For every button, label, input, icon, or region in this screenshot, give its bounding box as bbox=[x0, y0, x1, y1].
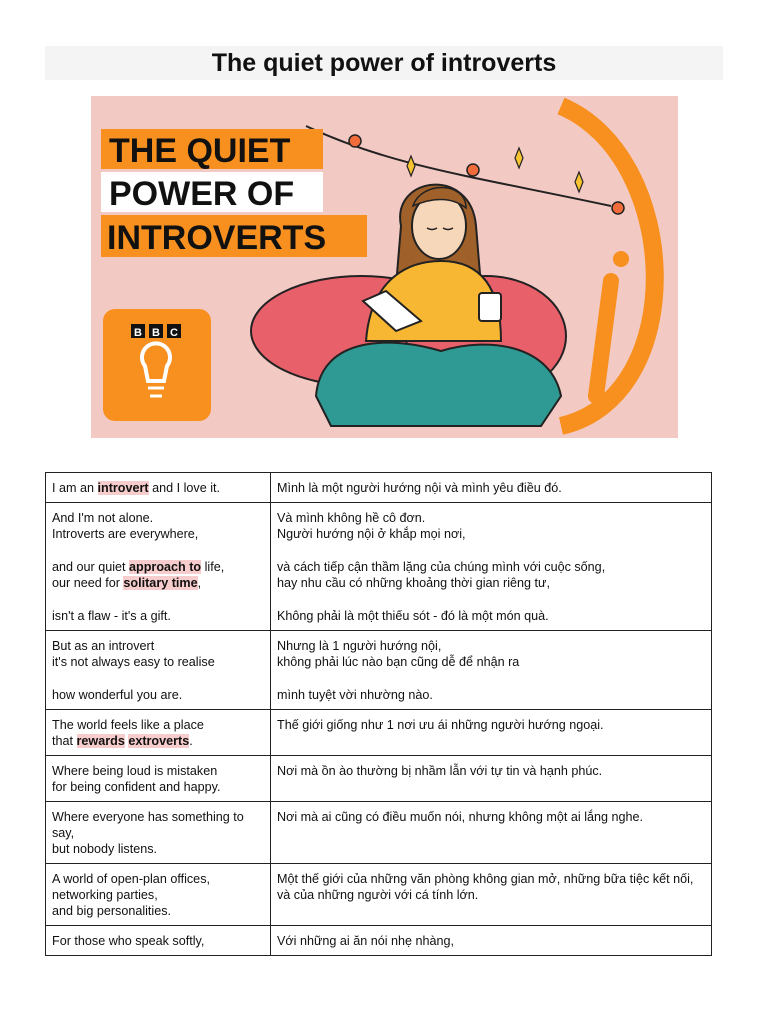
english-line: that rewards extroverts. bbox=[52, 734, 193, 748]
vocab-highlight: rewards bbox=[76, 734, 125, 748]
vietnamese-cell bbox=[271, 503, 712, 631]
headline-line-1: THE QUIET bbox=[109, 132, 291, 170]
vietnamese-line: Mình là một người hướng nội và mình yêu điều đó. bbox=[277, 481, 562, 495]
vietnamese-line: Nhưng là 1 người hướng nội, bbox=[277, 639, 442, 653]
english-line: how wonderful you are. bbox=[52, 688, 183, 702]
vocab-highlight: approach to bbox=[129, 560, 202, 574]
english-line: networking parties, bbox=[52, 888, 158, 902]
english-line: and big personalities. bbox=[52, 904, 172, 918]
transcript-row bbox=[46, 802, 712, 864]
vietnamese-line: Nơi mà ai cũng có điều muốn nói, nhưng không một ai lắng nghe. bbox=[277, 810, 644, 824]
vietnamese-line: mình tuyệt vời nhường nào. bbox=[277, 688, 433, 702]
vietnamese-cell bbox=[271, 756, 712, 802]
vietnamese-line: và cách tiếp cận thầm lặng của chúng mình với cuộc sống, bbox=[277, 560, 606, 574]
vocab-highlight: extroverts bbox=[128, 734, 190, 748]
vietnamese-line: Thế giới giống như 1 nơi ưu ái những người hướng ngoại. bbox=[277, 718, 604, 732]
vietnamese-line: và của những người với cá tính lớn. bbox=[277, 888, 479, 902]
english-line: our need for solitary time, bbox=[52, 576, 202, 590]
english-cell bbox=[46, 802, 271, 864]
blanket bbox=[316, 343, 561, 426]
svg-text:C: C bbox=[170, 327, 178, 339]
page-title: The quiet power of introverts bbox=[45, 46, 723, 80]
english-line: it's not always easy to realise bbox=[52, 655, 215, 669]
vietnamese-line: Không phải là một thiếu sót - đó là một món quà. bbox=[277, 609, 549, 623]
english-line: But as an introvert bbox=[52, 639, 155, 653]
english-cell bbox=[46, 631, 271, 710]
vietnamese-line: Người hướng nội ở khắp mọi nơi, bbox=[277, 527, 466, 541]
mug bbox=[479, 293, 501, 321]
vietnamese-line: Với những ai ăn nói nhẹ nhàng, bbox=[277, 934, 455, 948]
transcript-row bbox=[46, 710, 712, 756]
english-line: Introverts are everywhere, bbox=[52, 527, 199, 541]
english-cell bbox=[46, 926, 271, 956]
english-line: and our quiet approach to life, bbox=[52, 560, 225, 574]
english-line: The world feels like a place bbox=[52, 718, 204, 732]
transcript-row bbox=[46, 756, 712, 802]
english-line: for being confident and happy. bbox=[52, 780, 221, 794]
transcript-table bbox=[45, 472, 712, 956]
english-line: I am an introvert and I love it. bbox=[52, 481, 220, 495]
svg-text:B: B bbox=[152, 327, 160, 339]
transcript-row bbox=[46, 631, 712, 710]
english-line: A world of open-plan offices, bbox=[52, 872, 210, 886]
vietnamese-cell bbox=[271, 710, 712, 756]
english-line: but nobody listens. bbox=[52, 842, 158, 856]
vietnamese-line: hay nhu cầu có những khoảng thời gian riêng tư, bbox=[277, 576, 550, 590]
vietnamese-line: không phải lúc nào bạn cũng dễ để nhận ra bbox=[277, 655, 520, 669]
vietnamese-cell bbox=[271, 631, 712, 710]
english-cell bbox=[46, 710, 271, 756]
thumbnail-image bbox=[91, 96, 678, 438]
english-line: Where everyone has something to say, bbox=[52, 810, 244, 840]
english-cell bbox=[46, 503, 271, 631]
english-line: And I'm not alone. bbox=[52, 511, 154, 525]
vietnamese-cell bbox=[271, 864, 712, 926]
transcript-row bbox=[46, 503, 712, 631]
vietnamese-line: Nơi mà ồn ào thường bị nhầm lẫn với tự tin và hạnh phúc. bbox=[277, 764, 603, 778]
vietnamese-line: Và mình không hề cô đơn. bbox=[277, 511, 426, 525]
vocab-highlight: introvert bbox=[97, 481, 149, 495]
english-cell bbox=[46, 756, 271, 802]
vietnamese-line: Một thế giới của những văn phòng không gian mở, những bữa tiệc kết nối, bbox=[277, 872, 694, 886]
transcript-row bbox=[46, 926, 712, 956]
vietnamese-cell bbox=[271, 802, 712, 864]
english-line: isn't a flaw - it's a gift. bbox=[52, 609, 171, 623]
transcript-row bbox=[46, 473, 712, 503]
english-cell bbox=[46, 473, 271, 503]
english-line: For those who speak softly, bbox=[52, 934, 205, 948]
vietnamese-cell bbox=[271, 926, 712, 956]
vocab-highlight: solitary time bbox=[123, 576, 198, 590]
english-cell bbox=[46, 864, 271, 926]
transcript-row bbox=[46, 864, 712, 926]
english-line: Where being loud is mistaken bbox=[52, 764, 218, 778]
vietnamese-cell bbox=[271, 473, 712, 503]
headline-line-2: POWER OF bbox=[109, 175, 295, 213]
headline-line-3: INTROVERTS bbox=[107, 219, 327, 257]
svg-text:B: B bbox=[134, 327, 142, 339]
